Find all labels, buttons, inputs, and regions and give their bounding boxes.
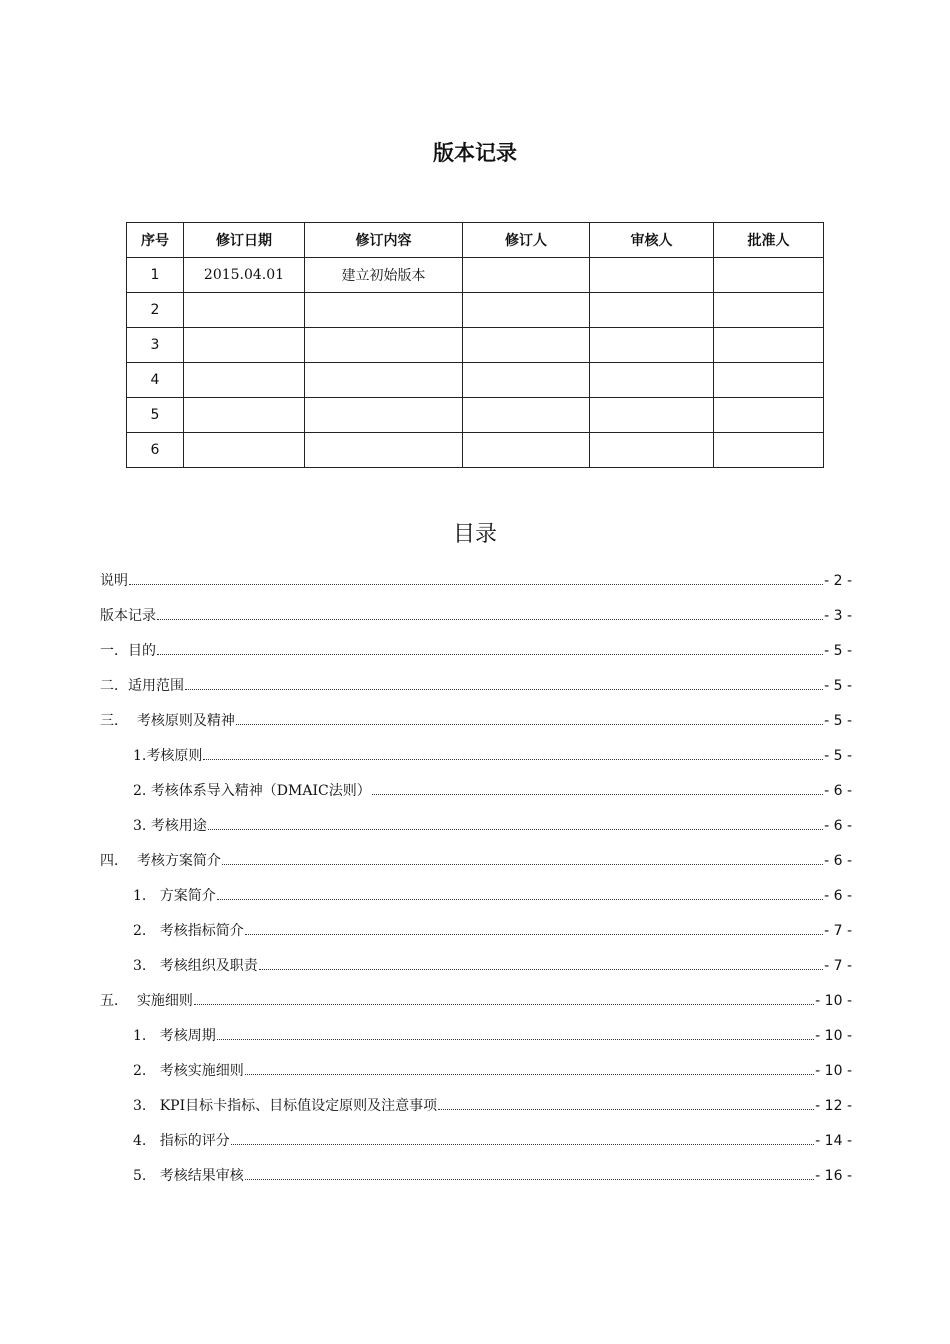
toc-leader-dots — [157, 653, 823, 655]
header-cell: 修订日期 — [184, 223, 305, 258]
toc-entry[interactable] — [100, 1060, 852, 1095]
toc-leader-dots — [372, 793, 823, 795]
table-cell: 1 — [127, 258, 184, 293]
toc-entry[interactable] — [100, 1095, 852, 1130]
toc-entry-page: - 5 - — [824, 678, 852, 694]
table-cell — [184, 293, 305, 328]
toc-entry-label: 2. 考核实施细则 — [133, 1063, 244, 1079]
header-cell: 序号 — [127, 223, 184, 258]
toc-leader-dots — [185, 688, 823, 690]
table-cell — [714, 398, 824, 433]
toc-leader-dots — [217, 898, 823, 900]
table-cell — [714, 258, 824, 293]
table-row — [127, 328, 824, 363]
toc-entry-label: 二．适用范围 — [100, 678, 184, 694]
toc-entry[interactable] — [100, 815, 852, 850]
table-cell — [463, 293, 590, 328]
toc-leader-dots — [203, 758, 823, 760]
toc-leader-dots — [129, 583, 823, 585]
toc-leader-dots — [245, 1073, 814, 1075]
toc-entry-label: 4. 指标的评分 — [133, 1133, 230, 1149]
toc-entry[interactable] — [100, 640, 852, 675]
toc-leader-dots — [157, 618, 823, 620]
revision-title: 版本记录 — [433, 141, 517, 165]
toc-entry-label: 三． 考核原则及精神 — [100, 713, 235, 729]
table-row — [127, 293, 824, 328]
table-cell — [463, 258, 590, 293]
table-cell — [590, 293, 714, 328]
toc-leader-dots — [259, 968, 823, 970]
table-cell: 建立初始版本 — [305, 258, 463, 293]
toc-leader-dots — [217, 1038, 814, 1040]
table-cell — [714, 293, 824, 328]
toc-entry-page: - 3 - — [824, 608, 852, 624]
toc-entry-label: 3. 考核用途 — [133, 818, 207, 834]
toc-leader-dots — [245, 1178, 814, 1180]
toc-entry-label: 四． 考核方案简介 — [100, 853, 221, 869]
table-cell — [305, 398, 463, 433]
toc-entry-page: - 2 - — [824, 573, 852, 589]
table-cell — [463, 363, 590, 398]
toc-entry-page: - 6 - — [824, 888, 852, 904]
toc-entry[interactable] — [100, 1130, 852, 1165]
toc-entry-label: 版本记录 — [100, 608, 156, 624]
toc-entry-page: - 12 - — [815, 1098, 852, 1114]
table-cell — [305, 363, 463, 398]
toc-entry-page: - 14 - — [815, 1133, 852, 1149]
toc-entry-label: 2. 考核体系导入精神（DMAIC法则） — [133, 783, 371, 799]
table-cell — [184, 433, 305, 468]
toc-leader-dots — [245, 933, 823, 935]
toc-entry-label: 1. 考核周期 — [133, 1028, 216, 1044]
table-cell — [590, 258, 714, 293]
revision-table — [126, 222, 824, 468]
toc-entry-page: - 6 - — [824, 783, 852, 799]
table-cell — [714, 328, 824, 363]
table-cell: 5 — [127, 398, 184, 433]
table-cell — [184, 398, 305, 433]
toc-title: 目录 — [452, 522, 497, 547]
table-cell — [463, 433, 590, 468]
toc-entry[interactable] — [100, 675, 852, 710]
table-cell — [305, 433, 463, 468]
toc-entry-label: 一．目的 — [100, 643, 156, 659]
toc-leader-dots — [208, 828, 823, 830]
toc-leader-dots — [236, 723, 823, 725]
toc-leader-dots — [231, 1143, 814, 1145]
revision-header-row — [127, 223, 824, 258]
toc-entry-page: - 10 - — [815, 993, 852, 1009]
table-cell — [590, 433, 714, 468]
toc-entry-label: 3. 考核组织及职责 — [133, 958, 258, 974]
toc-entry[interactable] — [100, 1025, 852, 1060]
toc-entry[interactable] — [100, 1165, 852, 1200]
toc-entry-label: 1. 方案简介 — [133, 888, 216, 904]
toc-entry[interactable] — [100, 955, 852, 990]
table-cell: 6 — [127, 433, 184, 468]
toc-entry-label: 1.考核原则 — [133, 748, 203, 764]
table-cell — [184, 328, 305, 363]
toc-list — [100, 570, 852, 1200]
toc-entry-page: - 6 - — [824, 853, 852, 869]
toc-entry[interactable] — [100, 570, 852, 605]
toc-entry-page: - 16 - — [815, 1168, 852, 1184]
toc-entry[interactable] — [100, 745, 852, 780]
table-cell: 3 — [127, 328, 184, 363]
table-cell — [463, 398, 590, 433]
toc-entry[interactable] — [100, 885, 852, 920]
table-cell — [305, 328, 463, 363]
toc-entry[interactable] — [100, 605, 852, 640]
table-cell — [463, 328, 590, 363]
header-cell: 审核人 — [590, 223, 714, 258]
toc-entry-label: 五． 实施细则 — [100, 993, 193, 1009]
table-cell: 2015.04.01 — [184, 258, 305, 293]
toc-leader-dots — [194, 1003, 814, 1005]
toc-entry[interactable] — [100, 710, 852, 745]
toc-entry-page: - 10 - — [815, 1063, 852, 1079]
table-row — [127, 433, 824, 468]
table-cell — [590, 398, 714, 433]
toc-leader-dots — [438, 1108, 814, 1110]
toc-entry-page: - 7 - — [824, 958, 852, 974]
toc-entry[interactable] — [100, 920, 852, 955]
table-cell: 4 — [127, 363, 184, 398]
table-row — [127, 363, 824, 398]
toc-leader-dots — [222, 863, 823, 865]
table-cell — [714, 433, 824, 468]
table-cell — [590, 363, 714, 398]
header-cell: 修订人 — [463, 223, 590, 258]
table-cell — [714, 363, 824, 398]
table-cell — [590, 328, 714, 363]
header-cell: 修订内容 — [305, 223, 463, 258]
table-cell: 2 — [127, 293, 184, 328]
header-cell: 批准人 — [714, 223, 824, 258]
toc-entry-page: - 10 - — [815, 1028, 852, 1044]
toc-entry-page: - 5 - — [824, 713, 852, 729]
toc-entry[interactable] — [100, 850, 852, 885]
toc-entry[interactable] — [100, 990, 852, 1025]
toc-entry-label: 说明 — [100, 573, 128, 589]
table-row — [127, 398, 824, 433]
toc-entry-page: - 5 - — [824, 748, 852, 764]
table-cell — [305, 293, 463, 328]
toc-entry-page: - 6 - — [824, 818, 852, 834]
table-row — [127, 258, 824, 293]
toc-entry-label: 3. KPI目标卡指标、目标值设定原则及注意事项 — [133, 1098, 438, 1114]
toc-entry-label: 5. 考核结果审核 — [133, 1168, 244, 1184]
toc-entry-label: 2. 考核指标简介 — [133, 923, 244, 939]
toc-entry[interactable] — [100, 780, 852, 815]
toc-entry-page: - 7 - — [824, 923, 852, 939]
toc-entry-page: - 5 - — [824, 643, 852, 659]
table-cell — [184, 363, 305, 398]
